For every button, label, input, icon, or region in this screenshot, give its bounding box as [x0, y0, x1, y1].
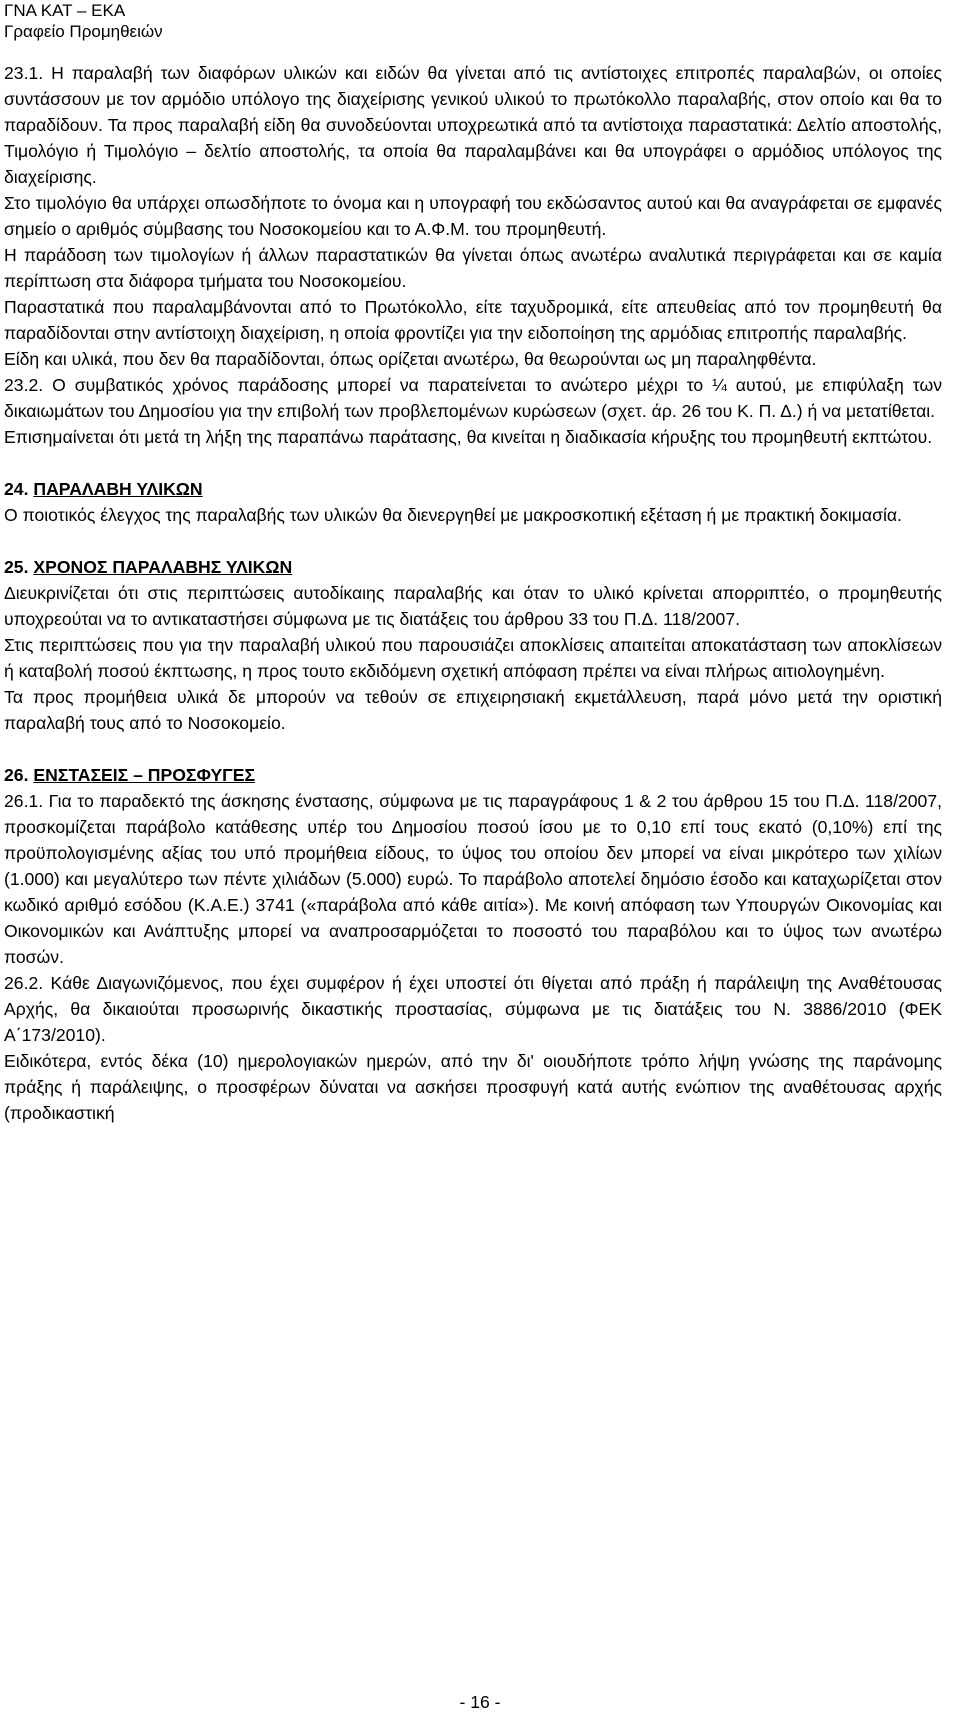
paragraph: Στις περιπτώσεις που για την παραλαβή υλικού που παρουσιάζει αποκλίσεις απαιτείται αποκατάσταση των αποκλίσεων ή καταβολή ποσού έκπτωσης, η προς τουτο εκδιδόμενη σχετική απόφαση πρέπει να είναι πλήρως αιτιολογημένη. [4, 635, 942, 681]
paragraph: Είδη και υλικά, που δεν θα παραδίδονται, όπως ορίζεται ανωτέρω, θα θεωρούνται ως μη παραληφθέντα. [4, 349, 817, 369]
paragraph: Παραστατικά που παραλαμβάνονται από το Πρωτόκολλο, είτε ταχυδρομικά, είτε απευθείας από τον προμηθευτή θα παραδίδονται στην αντίστοιχη διαχείριση, η οποία φροντίζει για την ειδοποίηση της αρμόδιας επιτροπής παραλαβής. [4, 297, 942, 343]
paragraph: 26.2. Κάθε Διαγωνιζόμενος, που έχει συμφέρον ή έχει υποστεί ότι θίγεται από πράξη ή παράλειψη της Αναθέτουσας Αρχής, θα δικαιούται προσωρινής δικαστικής προστασίας, σύμφωνα με τις διατάξεις του Ν. 3886/2010 (ΦΕΚ Α΄173/2010). [4, 973, 942, 1045]
paragraph: Τα προς προμήθεια υλικά δε μπορούν να τεθούν σε επιχειρησιακή εκμετάλλευση, παρά μόνο μετά την οριστική παραλαβή τους από το Νοσοκομείο. [4, 687, 942, 733]
spacer [4, 736, 942, 762]
page-footer [0, 1690, 960, 1714]
header-department: Γραφείο Προμηθειών [4, 22, 163, 41]
paragraph: Διευκρινίζεται ότι στις περιπτώσεις αυτοδίκαιης παραλαβής και όταν το υλικό κρίνεται απορριπτέο, ο προμηθευτής υποχρεούται να το αντικαταστήσει σύμφωνα με τις διατάξεις του άρθρου 33 του Π.Δ. 118/2007. [4, 583, 942, 629]
header-organization: ΓΝΑ ΚΑΤ – ΕΚΑ [4, 1, 126, 20]
paragraph: Η παράδοση των τιμολογίων ή άλλων παραστατικών θα γίνεται όπως ανωτέρω αναλυτικά περιγράφεται και σε καμία περίπτωση στα διάφορα τμήματα του Νοσοκομείου. [4, 245, 942, 291]
section-title: ΧΡΟΝΟΣ ΠΑΡΑΛΑΒΗΣ ΥΛΙΚΩΝ [33, 557, 293, 577]
document-header [4, 0, 163, 42]
paragraph: 26.1. Για το παραδεκτό της άσκησης ένστασης, σύμφωνα με τις παραγράφους 1 & 2 του άρθρου 15 του Π.Δ. 118/2007, προσκομίζεται παράβολο κατάθεσης υπέρ του Δημοσίου ποσού ίσου με το 0,10 επί τους εκατό (0,10%) επί της προϋπολογισμένης αξίας του υπό προμήθεια είδους, το ύψος του οποίου δεν μπορεί να είναι μικρότερο των χιλίων (1.000) και μεγαλύτερο των πέντε χιλιάδων (5.000) ευρώ. Το παράβολο αποτελεί δημόσιο έσοδο και καταχωρίζεται στον κωδικό αριθμό εσόδου (Κ.Α.Ε.) 3741 («παράβολα από κάθε αιτία»). Με κοινή απόφαση των Υπουργών Οικονομίας και Οικονομικών και Ανάπτυξης μπορεί να αναπροσαρμόζεται το ποσοστό του παραβόλου και το ύψος των ανωτέρω ποσών. [4, 791, 942, 967]
paragraph: 23.2. Ο συμβατικός χρόνος παράδοσης μπορεί να παρατείνεται το ανώτερο μέχρι το ¼ αυτού, με επιφύλαξη των δικαιωμάτων του Δημοσίου για την επιβολή των προβλεπομένων κυρώσεων (σχετ. άρ. 26 του Κ. Π. Δ.) ή να μετατίθεται. [4, 375, 942, 421]
section-heading [4, 554, 942, 580]
section-number: 26. [4, 765, 29, 785]
section-title: ΕΝΣΤΑΣΕΙΣ – ΠΡΟΣΦΥΓΕΣ [33, 765, 256, 785]
spacer [4, 528, 942, 554]
paragraph: Στο τιμολόγιο θα υπάρχει οπωσδήποτε το όνομα και η υπογραφή του εκδώσαντος αυτού και θα αναγράφεται σε εμφανές σημείο ο αριθμός σύμβασης του Νοσοκομείου και το Α.Φ.Μ. του προμηθευτή. [4, 193, 942, 239]
paragraph: 23.1. Η παραλαβή των διαφόρων υλικών και ειδών θα γίνεται από τις αντίστοιχες επιτροπές παραλαβών, οι οποίες συντάσσουν με τον αρμόδιο υπόλογο της διαχείρισης γενικού υλικού το πρωτόκολλο παραλαβής, στον οποίο και θα το παραδίδουν. Τα προς παραλαβή είδη θα συνοδεύονται υποχρεωτικά από τα αντίστοιχα παραστατικά: Δελτίο αποστολής, Τιμολόγιο ή Τιμολόγιο – δελτίο αποστολής, τα οποία θα παραλαμβάνει και θα υπογράφει ο αρμόδιος υπόλογος της διαχείρισης. [4, 63, 942, 187]
section-number: 25. [4, 557, 29, 577]
paragraph: Επισημαίνεται ότι μετά τη λήξη της παραπάνω παράτασης, θα κινείται η διαδικασία κήρυξης του προμηθευτή εκπτώτου. [4, 427, 933, 447]
section-heading [4, 762, 942, 788]
document-body [4, 60, 942, 1126]
spacer [4, 450, 942, 476]
paragraph: Ειδικότερα, εντός δέκα (10) ημερολογιακών ημερών, από την δι' οιουδήποτε τρόπο λήψη γνώσης της παράνομης πράξης ή παράλειψης, ο προσφέρων δύναται να ασκήσει προσφυγή κατά αυτής ενώπιον της αναθέτουσας αρχής (προδικαστική [4, 1051, 942, 1123]
section-heading [4, 476, 942, 502]
section-title: ΠΑΡΑΛΑΒΗ ΥΛΙΚΩΝ [33, 479, 203, 499]
paragraph: Ο ποιοτικός έλεγχος της παραλαβής των υλικών θα διενεργηθεί με μακροσκοπική εξέταση ή με πρακτική δοκιμασία. [4, 505, 902, 525]
section-number: 24. [4, 479, 29, 499]
page-number: - 16 - [459, 1692, 501, 1712]
